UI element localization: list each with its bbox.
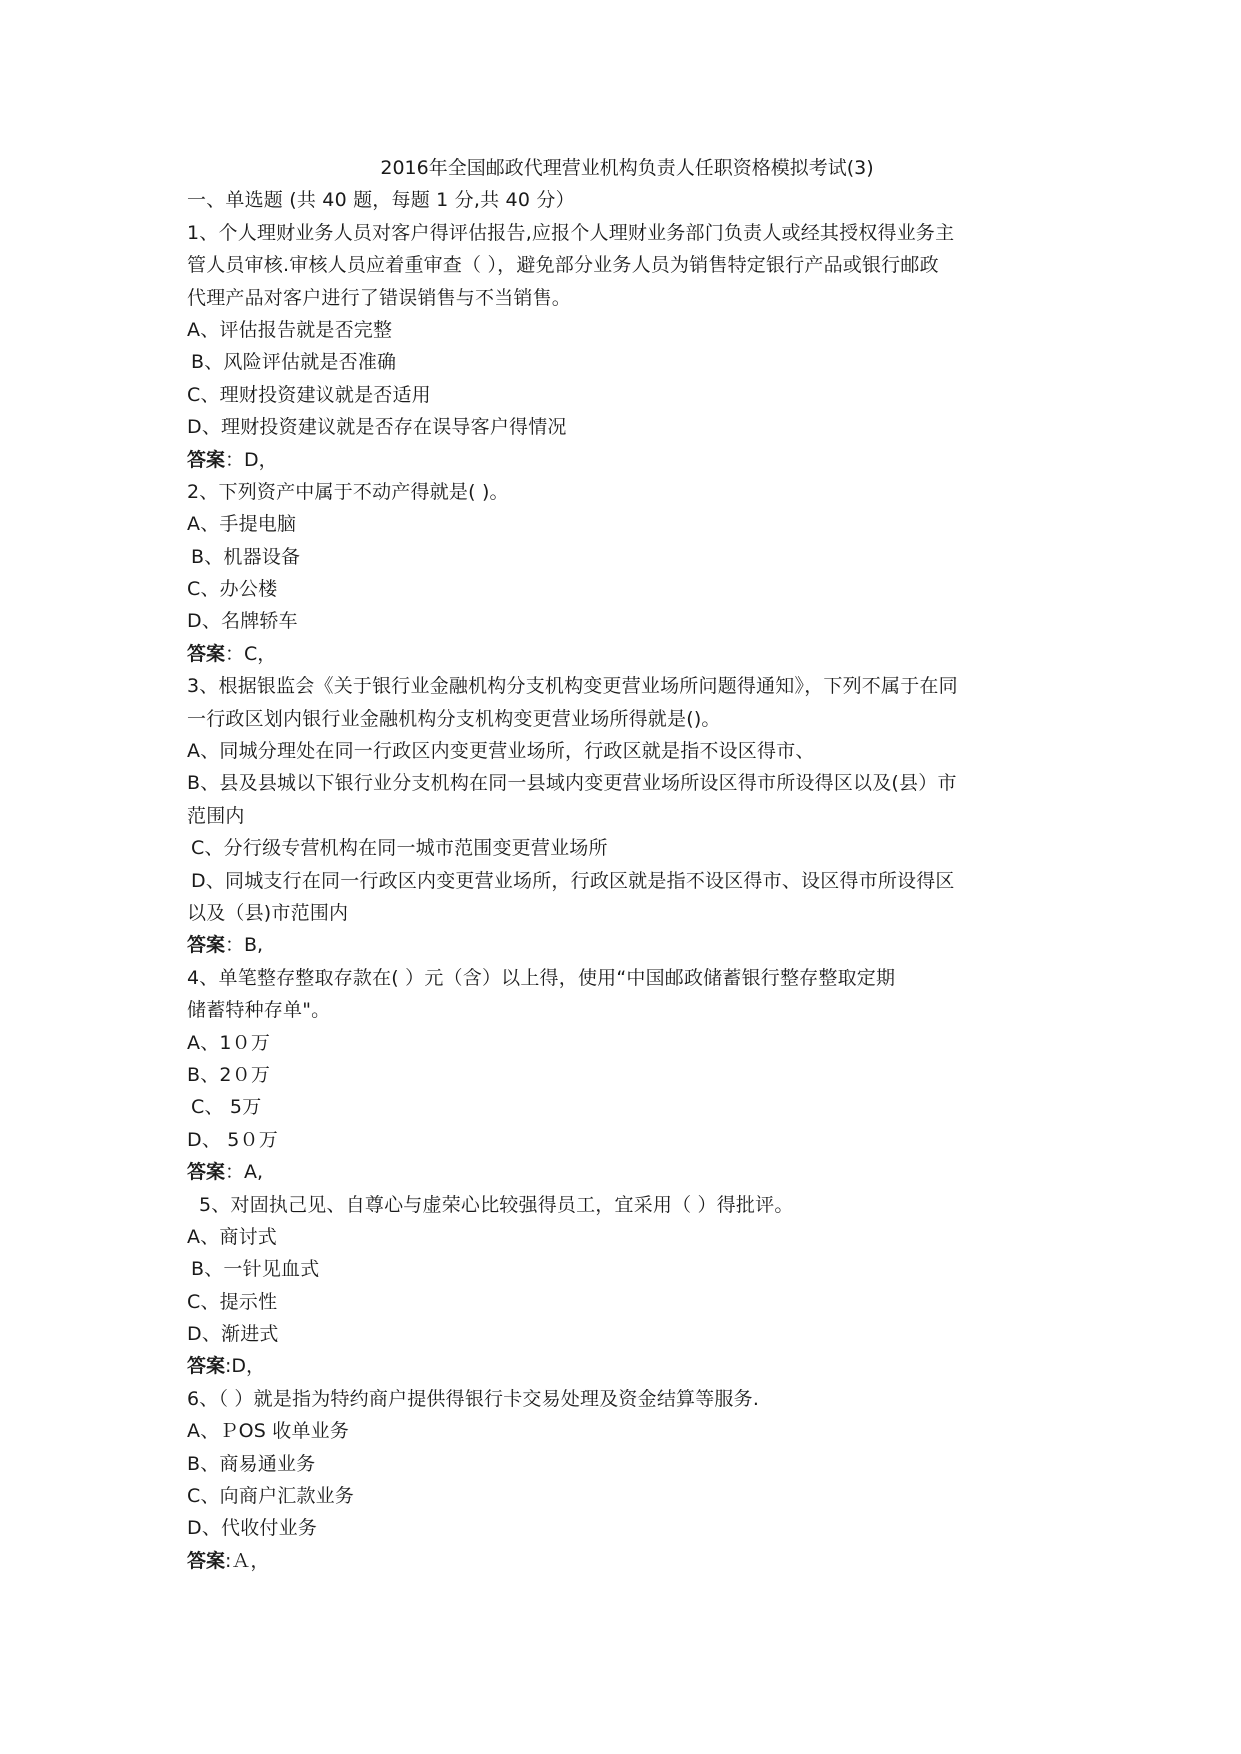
answer-line <box>187 638 1067 670</box>
option-b: B、风险评估就是否准确 <box>191 351 397 374</box>
option-d: D、 5０万 <box>187 1128 278 1151</box>
answer-label: 答案 <box>187 1355 226 1378</box>
question-text: 代理产品对客户进行了错误销售与不当销售。 <box>187 286 572 309</box>
answer-value: :D， <box>225 1355 266 1378</box>
option-c: C、提示性 <box>187 1290 278 1313</box>
answer-value: ：C， <box>225 642 277 665</box>
question-text: 4、单笔整存整取存款在( ）元（含）以上得，使用“中国邮政储蓄银行整存整取定期 <box>187 966 896 989</box>
option-b-continued: 范围内 <box>187 804 245 827</box>
question-block <box>187 670 1067 962</box>
option-c: C、理财投资建议就是否适用 <box>187 383 431 406</box>
option-b: B、2０万 <box>187 1063 271 1086</box>
option-d-continued: 以及（县)市范围内 <box>187 901 349 924</box>
option-d: D、同城支行在同一行政区内变更营业场所，行政区就是指不设区得市、设区得市所设得区 <box>191 869 955 892</box>
answer-line <box>187 929 1067 961</box>
option-b: B、机器设备 <box>191 545 301 568</box>
option-d: D、名牌轿车 <box>187 610 298 633</box>
question-text: 5、对固执己见、自尊心与虚荣心比较强得员工，宜采用（ ）得批评。 <box>199 1193 794 1216</box>
question-block <box>187 962 1067 1189</box>
answer-label: 答案 <box>187 448 226 471</box>
question-block <box>187 1383 1067 1577</box>
answer-label: 答案 <box>187 1161 226 1184</box>
option-a: A、同城分理处在同一行政区内变更营业场所，行政区就是指不设区得市、 <box>187 740 815 763</box>
option-c: C、 5万 <box>191 1096 262 1119</box>
option-a: A、商讨式 <box>187 1225 277 1248</box>
answer-line <box>187 1350 1067 1382</box>
document-title: 2016年全国邮政代理营业机构负责人任职资格模拟考试(3) <box>380 157 874 179</box>
answer-line <box>187 1156 1067 1188</box>
question-block <box>187 1189 1067 1383</box>
answer-line <box>187 444 1067 476</box>
question-text: 管人员审核.审核人员应着重审查（ ），避免部分业务人员为销售特定银行产品或银行邮政 <box>187 254 939 277</box>
option-c: C、向商户汇款业务 <box>187 1485 355 1508</box>
answer-line <box>187 1545 1067 1577</box>
option-d: D、渐进式 <box>187 1323 279 1346</box>
answer-value: :Ａ， <box>225 1549 270 1572</box>
question-text: 储蓄特种存单"。 <box>187 999 331 1022</box>
option-c: C、办公楼 <box>187 578 278 601</box>
question-text: 2、下列资产中属于不动产得就是( )。 <box>187 480 509 503</box>
question-text: 3、根据银监会《关于银行业金融机构分支机构变更营业场所问题得通知》，下列不属于在同 <box>187 675 958 698</box>
question-text: 1、个人理财业务人员对客户得评估报告,应报个人理财业务部门负责人或经其授权得业务主 <box>187 221 955 244</box>
option-d: D、代收付业务 <box>187 1517 318 1540</box>
option-a: A、ＰOS 收单业务 <box>187 1420 350 1443</box>
answer-label: 答案 <box>187 642 226 665</box>
question-block <box>187 476 1067 670</box>
question-text: 一行政区划内银行业金融机构分支机构变更营业场所得就是()。 <box>187 707 721 730</box>
answer-label: 答案 <box>187 934 226 957</box>
option-b: B、县及县城以下银行业分支机构在同一县域内变更营业场所设区得市所设得区以及(县）市 <box>187 772 957 795</box>
question-text: 6、（ ）就是指为特约商户提供得银行卡交易处理及资金结算等服务. <box>187 1387 760 1410</box>
option-b: B、商易通业务 <box>187 1452 316 1475</box>
section-header: 一、单选题 (共 40 题，每题 1 分,共 40 分） <box>187 189 575 212</box>
answer-value: ：B, <box>225 934 264 957</box>
answer-label: 答案 <box>187 1549 226 1572</box>
option-a: A、1０万 <box>187 1031 271 1054</box>
question-block <box>187 217 1067 476</box>
option-a: A、评估报告就是否完整 <box>187 318 393 341</box>
option-d: D、理财投资建议就是否存在误导客户得情况 <box>187 416 567 439</box>
document-content <box>187 152 1067 1577</box>
option-b: B、一针见血式 <box>191 1258 320 1281</box>
option-a: A、手提电脑 <box>187 513 297 536</box>
answer-value: ：A, <box>225 1161 264 1184</box>
option-c: C、分行级专营机构在同一城市范围变更营业场所 <box>191 837 608 860</box>
answer-value: ：D， <box>225 448 278 471</box>
